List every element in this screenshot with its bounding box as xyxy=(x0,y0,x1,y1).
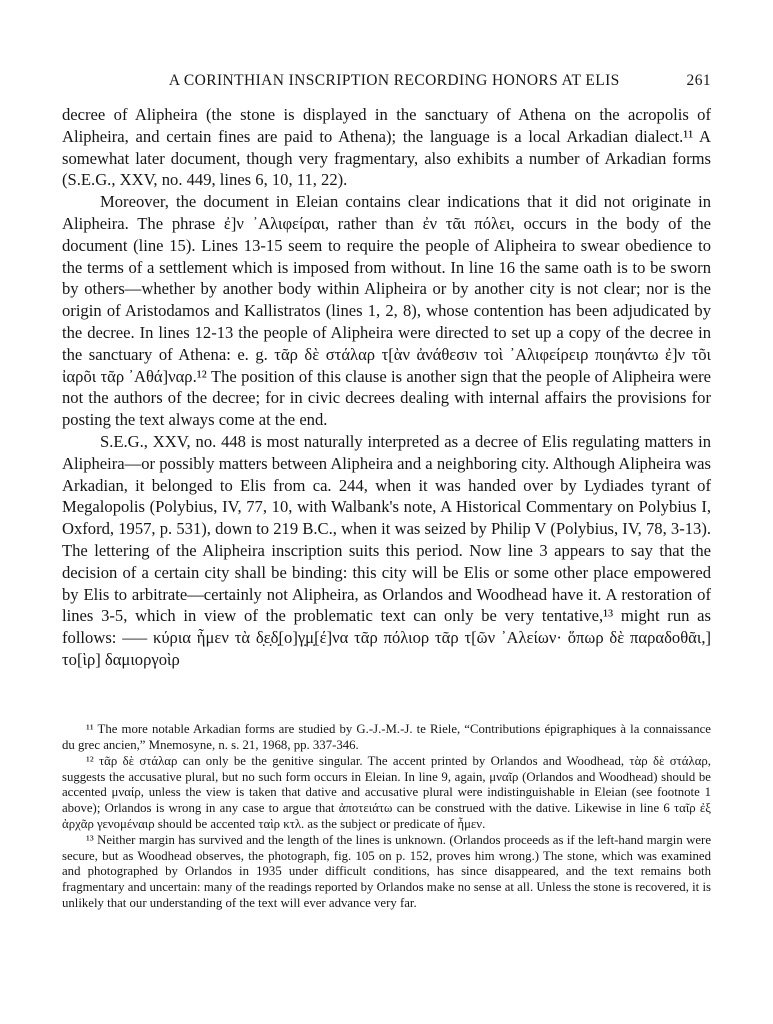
main-text xyxy=(62,104,711,671)
footnotes xyxy=(62,722,711,912)
footnote-11: ¹¹ The more notable Arkadian forms are studied by G.-J.-M.-J. te Riele, “Contributions épigraphiques à la connaissance du grec ancien,” Mnemosyne, n. s. 21, 1968, pp. 337-346. xyxy=(62,722,711,752)
footnote-13: ¹³ Neither margin has survived and the length of the lines is unknown. (Orlandos proceeds as if the left-hand margin were secure, but as Woodhead observes, the photograph, fig. 105 on p. 152, proves him wrong.) The stone, which was examined and photographed by Orlandos in 1935 under difficult conditions, has since disappeared, and the text remains both fragmentary and uncertain: many of the readings reported by Orlandos make no sense at all. Unless the stone is recovered, it is unlikely that our understanding of the text will ever advance very far. xyxy=(62,833,711,910)
running-header xyxy=(62,72,711,90)
paragraph: S.E.G., XXV, no. 448 is most naturally interpreted as a decree of Elis regulating matters in Alipheira—or possibly matters between Alipheira and a neighboring city. Although Alipheira was Arkadian, it belonged to Elis from ca. 244, when it was handed over by Lydiades tyrant of Megalopolis (Polybius, IV, 77, 10, with Walbank's note, A Historical Commentary on Polybius I, Oxford, 1957, p. 531), down to 219 B.C., when it was seized by Philip V (Polybius, IV, 78, 3-13). The lettering of the Alipheira inscription suits this period. Now line 3 appears to say that the decision of a certain city shall be binding: this city will be Elis or some other place empowered by Elis to arbitrate—certainly not Alipheira, as Orlandos and Woodhead have it. A restoration of lines 3-5, which in view of the problematic text can only be very tentative,¹³ might run as follows: ––– κύρια ἦμεν τὰ δ̣ε̣δ̣[ο]γ̣μ̣[έ]να τᾶρ πόλιορ τᾶρ τ[ῶν ᾿Αλείων· ὅπωρ δὲ παραδοθᾶι,] το[ὶρ] δαμιοργοὶρ xyxy=(62,431,711,669)
footnote-12: ¹² τᾶρ δὲ στάλαρ can only be the genitive singular. The accent printed by Orlandos and Woodhead, τὰρ δὲ στάλαρ, suggests the accusative plural, but no such form occurs in Eleian. In line 9, again, μναῖρ (Orlandos and Woodhead) should be accented μναίρ, unless the view is taken that dative and accusative plural were indistinguishable in Eleian (see footnote 1 above); Orlandos is wrong in any case to argue that ἀποτειάτω can be construed with the dative. Likewise in line 6 ταῖρ ἐξ ἀρχᾶρ γενομέναιρ should be accented ταὶρ κτλ. as the subject or predicate of ἦμεν. xyxy=(62,754,711,831)
page-number: 261 xyxy=(686,72,711,89)
paragraph: Moreover, the document in Eleian contains clear indications that it did not originate in Alipheira. The phrase ἐ]ν ᾿Αλιφείραι, rather than ἐν τᾶι πόλει, occurs in the body of the document (line 15). Lines 13-15 seem to require the people of Alipheira to swear obedience to the terms of a settlement which is imposed from without. In line 16 the same oath is to be sworn by others—whether by another body within Alipheira or by another city is not clear; nor is the origin of Aristodamos and Kallistratos (lines 1, 2, 8), whose contention has been adjudicated by the decree. In lines 12-13 the people of Alipheira were directed to set up a copy of the decree in the sanctuary of Athena: e. g. τᾶρ δὲ στάλαρ τ[ὰν ἀνάθεσιν τοὶ ᾿Αλιφείρειρ ποιηάντω ἐ]ν τõι ἰαρõι τᾶρ ᾿Αθά]ναρ.¹² The position of this clause is another sign that the people of Alipheira were not the authors of the decree; for in civic decrees dealing with internal affairs the provisions for posting the text always come at the end. xyxy=(62,192,711,430)
paragraph: decree of Alipheira (the stone is displayed in the sanctuary of Athena on the acropolis of Alipheira, and certain fines are paid to Athena); the language is a local Arkadian dialect.¹¹ A somewhat later document, though very fragmentary, also exhibits a number of Arkadian forms (S.E.G., XXV, no. 449, lines 6, 10, 11, 22). xyxy=(62,105,711,190)
running-title: A CORINTHIAN INSCRIPTION RECORDING HONORS AT ELIS xyxy=(168,72,620,89)
